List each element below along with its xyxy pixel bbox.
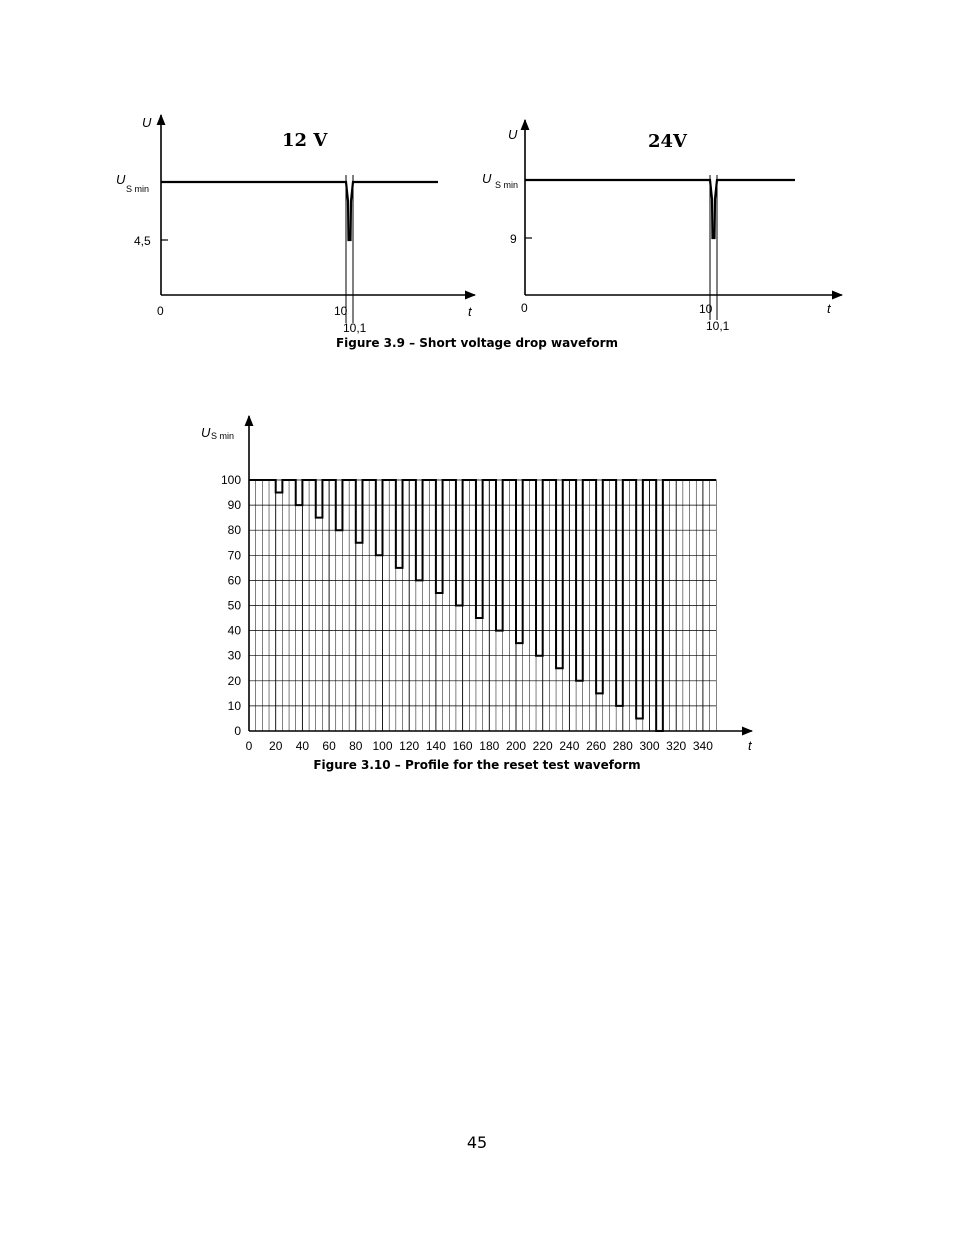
y-axis-label: U <box>508 127 518 142</box>
y-tick-label: 10 <box>227 698 241 713</box>
x-tick-label-10: 10 <box>699 302 713 316</box>
x-tick-label: 320 <box>666 739 687 753</box>
x-tick-label: 60 <box>322 739 336 753</box>
figure-3-9-caption: Figure 3.9 – Short voltage drop waveform <box>335 336 619 350</box>
y-axis-label: U <box>142 115 152 130</box>
chart-12v <box>100 105 480 340</box>
x-tick-label-10-1: 10,1 <box>706 319 730 333</box>
x-tick-label-10-1: 10,1 <box>343 321 367 335</box>
tick-labels <box>221 473 713 753</box>
x-tick-label: 80 <box>349 739 363 753</box>
chart-24v <box>470 105 850 340</box>
chart-title: 24V <box>648 131 688 152</box>
x-tick-label: 20 <box>269 739 283 753</box>
level-label: U <box>116 172 126 187</box>
x-tick-label: 240 <box>559 739 580 753</box>
y-tick-label: 20 <box>227 673 241 688</box>
y-tick-label: 90 <box>227 498 241 513</box>
low-level-label: 4,5 <box>134 234 151 248</box>
x-tick-label-10: 10 <box>334 304 348 318</box>
x-tick-label: 40 <box>295 739 310 753</box>
figure-3-10-caption: Figure 3.10 – Profile for the reset test waveform <box>313 758 641 772</box>
y-axis-label: U <box>201 425 211 440</box>
y-tick-label: 100 <box>220 473 241 487</box>
y-tick-label: 0 <box>234 724 241 738</box>
x-tick-label: 220 <box>532 739 553 753</box>
x-axis-label: t <box>827 301 831 316</box>
waveform-line <box>161 182 438 240</box>
x-tick-label: 340 <box>692 739 713 753</box>
x-tick-label: 200 <box>505 739 527 753</box>
y-tick-label: 70 <box>227 548 241 563</box>
x-axis-label: t <box>748 738 752 753</box>
waveform-line <box>525 180 795 238</box>
origin-label: 0 <box>521 301 528 315</box>
y-tick-label: 30 <box>227 648 241 663</box>
chart-reset-profile <box>190 410 770 755</box>
x-tick-label: 300 <box>639 739 660 753</box>
chart-title: 12 V <box>282 130 328 151</box>
low-level-label: 9 <box>510 232 517 246</box>
origin-label: 0 <box>157 304 164 318</box>
x-tick-label: 120 <box>399 739 420 753</box>
level-label-sub: S min <box>126 184 150 194</box>
x-tick-label: 140 <box>425 739 446 753</box>
y-tick-label: 40 <box>227 623 241 638</box>
x-tick-label: 160 <box>452 739 473 753</box>
y-tick-label: 80 <box>227 523 241 538</box>
level-label: U <box>482 171 492 186</box>
x-tick-label: 280 <box>612 739 633 753</box>
x-tick-label: 260 <box>586 739 607 753</box>
y-tick-label: 60 <box>227 573 241 588</box>
x-tick-label: 180 <box>479 739 500 753</box>
level-label-sub: S min <box>495 180 519 190</box>
y-tick-label: 50 <box>227 598 241 613</box>
x-tick-label: 100 <box>372 739 393 753</box>
page-number: 45 <box>466 1133 488 1152</box>
y-axis-label-sub: S min <box>211 431 235 441</box>
x-axis-label: t <box>468 304 472 319</box>
x-tick-label: 0 <box>245 739 253 753</box>
